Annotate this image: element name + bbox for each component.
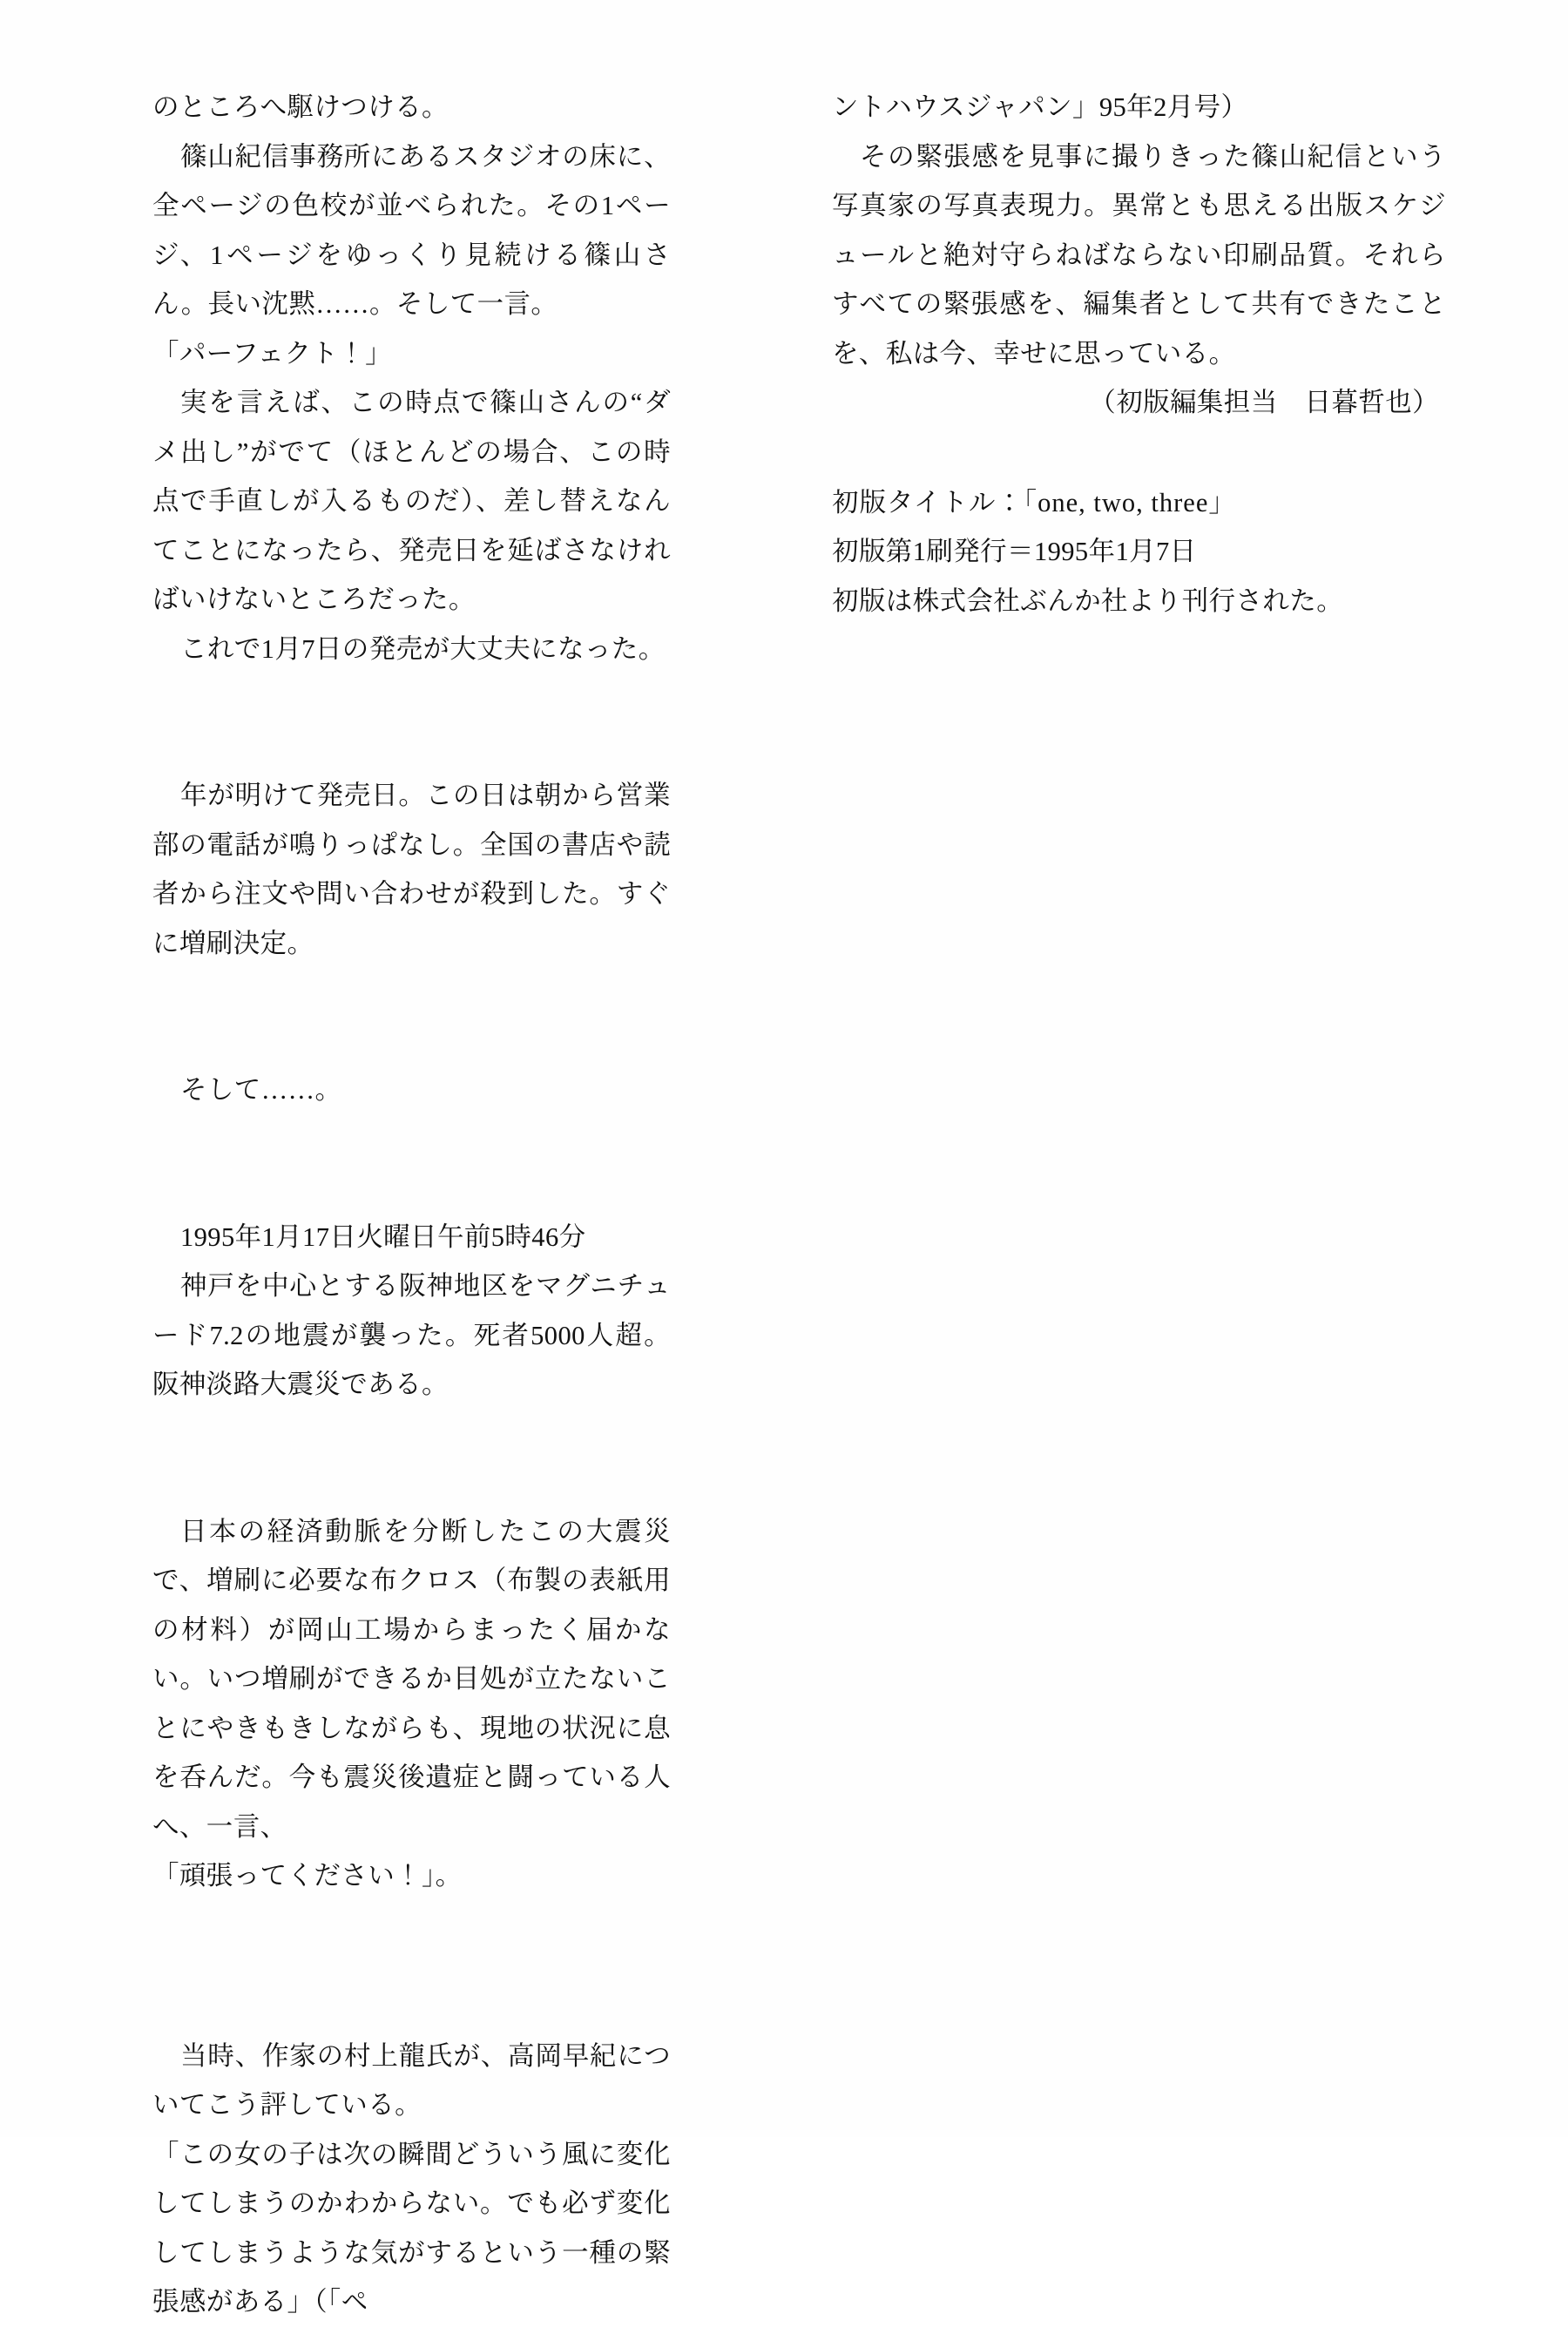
paragraph: 日本の経済動脈を分断したこの大震災で、増刷に必要な布クロス（布製の表紙用の材料）が岡山工場からまったく届かない。いつ増刷ができるか目処が立たないことにやきもきしながらも、現地の状況に息を呑んだ。今も震災後遺症と闘っている人へ、一言、 — [152, 1516, 671, 1842]
paragraph: そして……。 — [180, 1075, 342, 1105]
paragraph: 年が明けて発売日。この日は朝から営業部の電話が鳴りっぱなし。全国の書店や読者から注文や問い合わせが殺到した。すぐに増刷決定。 — [152, 781, 671, 958]
paragraph-spacer — [832, 428, 1446, 478]
paragraph-date: 1995年1月17日火曜日午前5時46分 — [180, 1221, 586, 1252]
paragraph: 篠山紀信事務所にあるスタジオの床に、全ページの色校が並べられた。その1ページ、1ページをゆっくり見続ける篠山さん。長い沈黙……。そして一言。 — [152, 141, 671, 319]
paragraph-spacer — [152, 1410, 671, 1507]
paragraph: 「パーフェクト！」 — [152, 338, 393, 369]
paragraph-spacer — [152, 673, 671, 771]
paragraph: これで1月7日の発売が大丈夫になった。 — [180, 633, 666, 664]
paragraph-quote: 「この女の子は次の瞬間どういう風に変化してしまうのかわからない。でも必ず変化してしまうような気がするという一種の緊張感がある」（「ペ — [152, 2139, 671, 2317]
colophon-block — [832, 478, 1446, 626]
left-text-column — [0, 83, 688, 2327]
editor-credit: （初版編集担当 日暮哲也） — [1089, 388, 1439, 417]
paragraph: 実を言えば、この時点で篠山さんの“ダメ出し”がでて（ほとんどの場合、この時点で手直しが入るものだ）、差し替えなんてことになったら、発売日を延ばさなければいけないところだった。 — [152, 388, 671, 614]
paragraph: ントハウスジャパン」95年2月号） — [832, 92, 1248, 122]
paragraph: その緊張感を見事に撮りきった篠山紀信という写真家の写真表現力。異常とも思える出版スケジュールと絶対守らねばならない印刷品質。それらすべての緊張感を、編集者として共有できたことを、私は今、幸せに思っている。 — [832, 141, 1446, 369]
two-column-layout — [0, 83, 1568, 2327]
paragraph: 当時、作家の村上龍氏が、高岡早紀についてこう評している。 — [152, 2040, 671, 2120]
paragraph: 「頑張ってください！」。 — [152, 1861, 463, 1891]
right-text-column — [688, 83, 1472, 626]
colophon-line-title: 初版タイトル：「one, two, three」 — [832, 487, 1236, 517]
paragraph: のところへ駆けつける。 — [152, 92, 449, 122]
paragraph-spacer — [152, 968, 671, 1065]
paragraph: 神戸を中心とする阪神地区をマグニチュード7.2の地震が襲った。死者5000人超。阪神淡路大震災である。 — [152, 1271, 671, 1399]
colophon-line-printing: 初版第1刷発行＝1995年1月7日 — [832, 537, 1197, 566]
colophon-line-publisher: 初版は株式会社ぶんか社より刊行された。 — [832, 585, 1344, 616]
paragraph-spacer — [152, 1901, 671, 2032]
paragraph-spacer — [152, 1115, 671, 1213]
